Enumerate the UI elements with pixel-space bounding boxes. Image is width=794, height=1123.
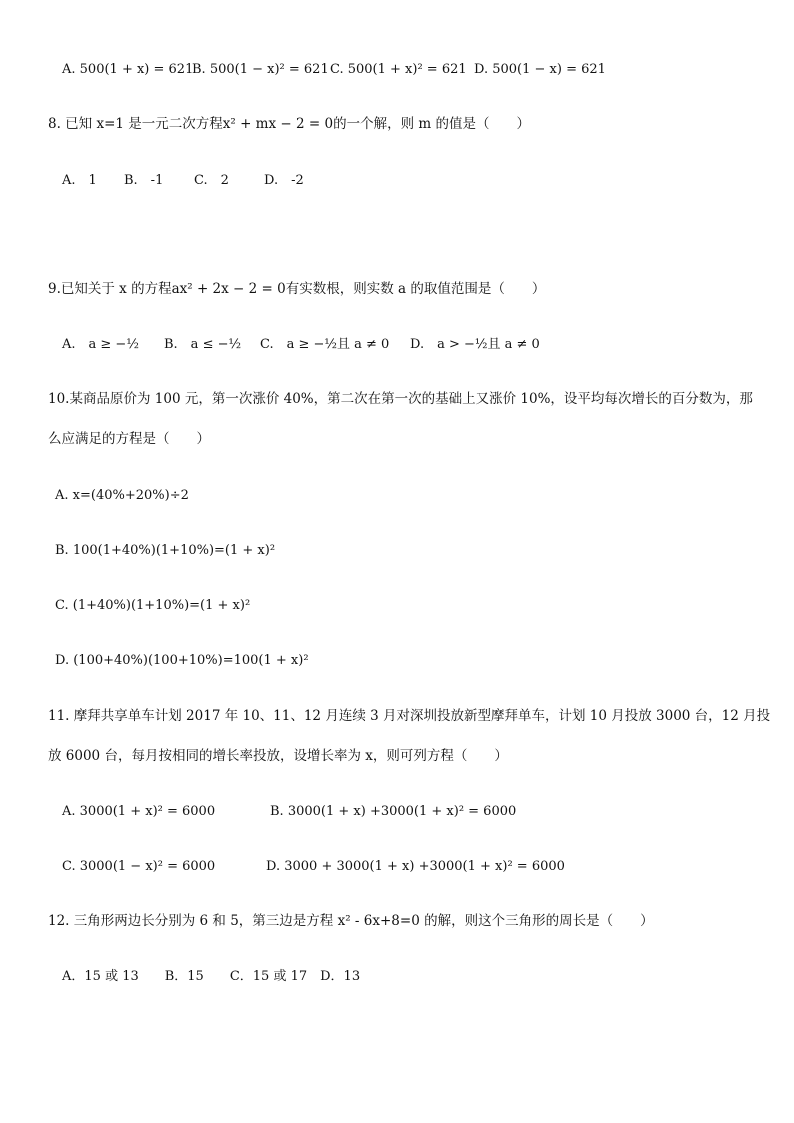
q11-stem-line-1: 11. 摩拜共享单车计划 2017 年 10、11、12 月连续 3 月对深圳投放新型摩拜单车，计划 10 月投放 3000 台，12 月投 — [48, 708, 771, 724]
q12-options: A．15 或 13 B．15 C．15 或 17 D．13 — [62, 969, 361, 984]
q8-option-c: C. 2 — [194, 173, 229, 188]
q10-option-d: D. (100+40%)(100+10%)=100(1 + x)² — [55, 653, 309, 668]
q7-option-a: A. 500(1 + x) = 621 — [62, 62, 194, 77]
q9-option-a: A. a ≥ −½ — [62, 337, 139, 352]
q9-option-d: D. a > −½且 a ≠ 0 — [410, 337, 540, 352]
q7-option-b: B. 500(1 − x)² = 621 — [192, 62, 329, 77]
q7-option-d: D. 500(1 − x) = 621 — [474, 62, 606, 77]
q12-stem: 12. 三角形两边长分别为 6 和 5，第三边是方程 x² - 6x+8=0 的解，则这个三角形的周长是（ ） — [48, 913, 654, 929]
q8-stem: 8. 已知 x=1 是一元二次方程x² + mx − 2 = 0的一个解，则 m 的值是（ ） — [48, 116, 530, 132]
q10-option-b: B. 100(1+40%)(1+10%)=(1 + x)² — [55, 543, 276, 558]
q11-option-b: B. 3000(1 + x) +3000(1 + x)² = 6000 — [270, 804, 517, 819]
q11-option-a: A. 3000(1 + x)² = 6000 — [62, 804, 216, 819]
q8-option-d: D. -2 — [264, 173, 304, 188]
q9-option-c: C. a ≥ −½且 a ≠ 0 — [260, 337, 390, 352]
q10-stem-line-1: 10.某商品原价为 100 元，第一次涨价 40%，第二次在第一次的基础上又涨价 10%，设平均每次增长的百分数为，那 — [48, 391, 753, 407]
q7-option-c: C. 500(1 + x)² = 621 — [330, 62, 467, 77]
q11-stem-line-2: 放 6000 台，每月按相同的增长率投放，设增长率为 x，则可列方程（ ） — [48, 748, 508, 764]
q8-option-b: B. -1 — [124, 173, 164, 188]
q8-option-a: A. 1 — [62, 173, 97, 188]
q10-option-c: C. (1+40%)(1+10%)=(1 + x)² — [55, 598, 251, 613]
q9-stem: 9.已知关于 x 的方程ax² + 2x − 2 = 0有实数根，则实数 a 的取值范围是（ ） — [48, 281, 546, 297]
q9-option-b: B. a ≤ −½ — [164, 337, 242, 352]
q11-option-d: D. 3000 + 3000(1 + x) +3000(1 + x)² = 6000 — [266, 859, 565, 874]
q10-option-a: A. x=(40%+20%)÷2 — [55, 488, 189, 503]
q11-option-c: C. 3000(1 − x)² = 6000 — [62, 859, 216, 874]
q10-stem-line-2: 么应满足的方程是（ ） — [48, 431, 210, 447]
